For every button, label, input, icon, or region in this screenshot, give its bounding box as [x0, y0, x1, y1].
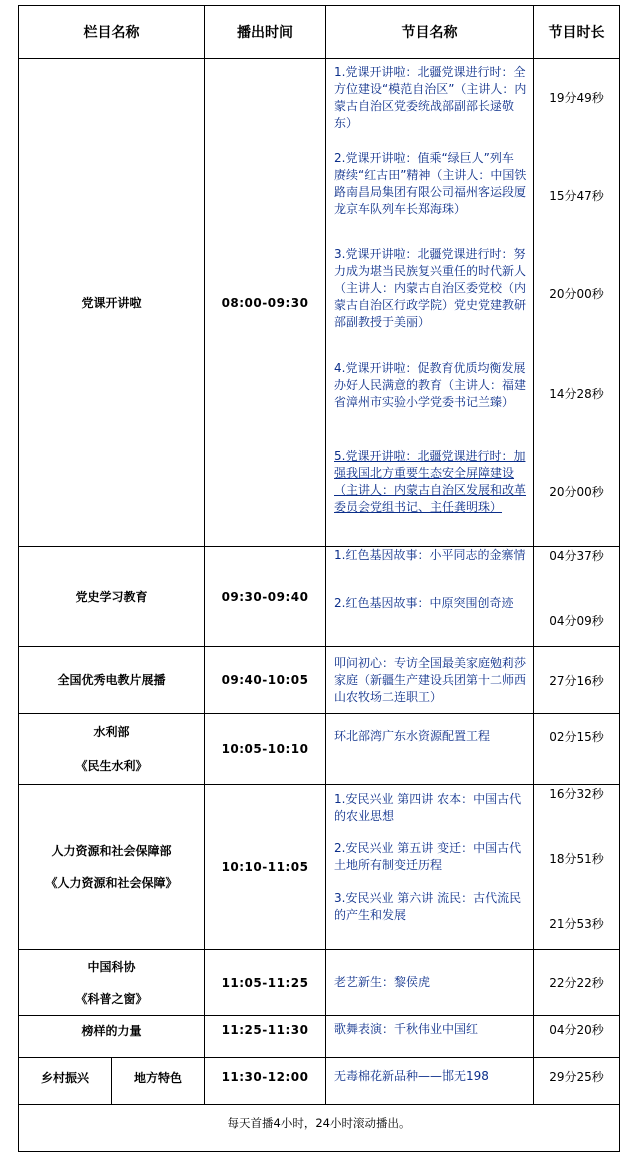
duration-cell — [534, 547, 620, 647]
time-cell: 09:40-10:05 — [205, 647, 326, 714]
duration-value: 14分28秒 — [549, 387, 604, 401]
program-cell — [326, 1058, 534, 1105]
program-item[interactable]: 老艺新生：黎侯虎 — [334, 975, 431, 989]
program-item[interactable]: 2.党课开讲啦：值乘“绿巨人”列车 赓续“红古田”精神（主讲人：中国铁路南昌局集团有限公司福州客运段厦龙京车队列车长郑海珠） — [334, 151, 527, 216]
time-cell: 10:05-10:10 — [205, 714, 326, 785]
time-cell: 10:10-11:05 — [205, 785, 326, 950]
program-item[interactable]: 3.党课开讲啦：北疆党课进行时：努力成为堪当民族复兴重任的时代新人（主讲人：内蒙古自治区委党校（内蒙古自治区行政学院）党史党建教研部副教授于美丽） — [334, 247, 527, 329]
header-broadcast-time: 播出时间 — [205, 6, 326, 59]
duration-value: 20分00秒 — [549, 485, 604, 499]
column-name-cell: 党课开讲啦 — [19, 59, 205, 547]
duration-cell — [534, 1016, 620, 1058]
table-row — [19, 59, 620, 547]
program-item[interactable]: 3.安民兴业 第六讲 流民：古代流民的产生和发展 — [334, 891, 522, 922]
column-name-cell: 水利部 《民生水利》 — [19, 714, 205, 785]
duration-cell — [534, 647, 620, 714]
program-cell — [326, 785, 534, 950]
program-cell — [326, 950, 534, 1016]
column-name-cell: 党史学习教育 — [19, 547, 205, 647]
header-column-name: 栏目名称 — [19, 6, 205, 59]
header-duration: 节目时长 — [534, 6, 620, 59]
column-name-cell: 人力资源和社会保障部 《人力资源和社会保障》 — [19, 785, 205, 950]
program-item[interactable]: 歌舞表演：千秋伟业中国红 — [334, 1022, 479, 1036]
column-name-cell: 中国科协 《科普之窗》 — [19, 950, 205, 1016]
time-cell: 08:00-09:30 — [205, 59, 326, 547]
program-cell — [326, 1016, 534, 1058]
time-cell: 11:05-11:25 — [205, 950, 326, 1016]
duration-value: 16分32秒 — [549, 787, 604, 801]
program-item[interactable]: 叩问初心：专访全国最美家庭勉莉莎家庭（新疆生产建设兵团第十二师西山农牧场二连职工） — [334, 655, 527, 704]
footer-note: 每天首播4小时，24小时滚动播出。 — [19, 1105, 620, 1152]
table-row — [19, 1058, 620, 1105]
duration-value: 02分15秒 — [549, 730, 604, 744]
duration-value: 18分51秒 — [549, 852, 604, 866]
table-row — [19, 647, 620, 714]
duration-cell — [534, 950, 620, 1016]
duration-value: 04分09秒 — [549, 614, 604, 628]
program-cell — [326, 714, 534, 785]
program-cell — [326, 59, 534, 547]
program-item[interactable]: 2.安民兴业 第五讲 变迁：中国古代土地所有制变迁历程 — [334, 841, 522, 872]
header-program-name: 节目名称 — [326, 6, 534, 59]
program-cell — [326, 647, 534, 714]
program-item[interactable]: 无毒棉花新品种——邯无198 — [334, 1069, 489, 1083]
program-item[interactable]: 5.党课开讲啦：北疆党课进行时：加强我国北方重要生态安全屏障建设（主讲人：内蒙古自治区发展和改革委员会党组书记、主任龚明珠） — [334, 449, 527, 514]
column-name-cell: 榜样的力量 — [19, 1016, 205, 1058]
duration-value: 20分00秒 — [549, 287, 604, 301]
duration-cell — [534, 785, 620, 950]
program-item[interactable]: 环北部湾广东水资源配置工程 — [334, 729, 491, 743]
table-row — [19, 1016, 620, 1058]
time-cell: 11:25-11:30 — [205, 1016, 326, 1058]
program-item[interactable]: 1.党课开讲啦：北疆党课进行时：全方位建设“模范自治区”（主讲人：内蒙古自治区党委统战部副部长逯敬东） — [334, 65, 527, 130]
footer-row — [19, 1105, 620, 1152]
table-row — [19, 950, 620, 1016]
duration-value: 22分22秒 — [549, 976, 604, 990]
duration-value: 21分53秒 — [549, 917, 604, 931]
time-cell: 11:30-12:00 — [205, 1058, 326, 1105]
table-row — [19, 714, 620, 785]
table-row — [19, 547, 620, 647]
duration-cell — [534, 59, 620, 547]
table-row — [19, 785, 620, 950]
program-item[interactable]: 1.安民兴业 第四讲 农本：中国古代的农业思想 — [334, 792, 522, 823]
duration-value: 04分20秒 — [549, 1023, 604, 1037]
program-item[interactable]: 1.红色基因故事：小平同志的金寨情 — [334, 548, 526, 562]
header-row — [19, 6, 620, 59]
column-name-cell: 全国优秀电教片展播 — [19, 647, 205, 714]
schedule-table — [18, 5, 620, 1152]
duration-value: 29分25秒 — [549, 1070, 604, 1084]
duration-cell — [534, 1058, 620, 1105]
column-name-cell: 乡村振兴 — [19, 1058, 112, 1105]
program-item[interactable]: 2.红色基因故事：中原突围创奇迹 — [334, 596, 514, 610]
duration-value: 19分49秒 — [549, 91, 604, 105]
duration-value: 04分37秒 — [549, 549, 604, 563]
column-subname-cell: 地方特色 — [112, 1058, 205, 1105]
program-cell — [326, 547, 534, 647]
duration-value: 15分47秒 — [549, 189, 604, 203]
program-item[interactable]: 4.党课开讲啦：促教育优质均衡发展 办好人民满意的教育（主讲人：福建省漳州市实验小学党委书记兰臻） — [334, 361, 527, 409]
duration-cell — [534, 714, 620, 785]
time-cell: 09:30-09:40 — [205, 547, 326, 647]
duration-value: 27分16秒 — [549, 673, 604, 688]
